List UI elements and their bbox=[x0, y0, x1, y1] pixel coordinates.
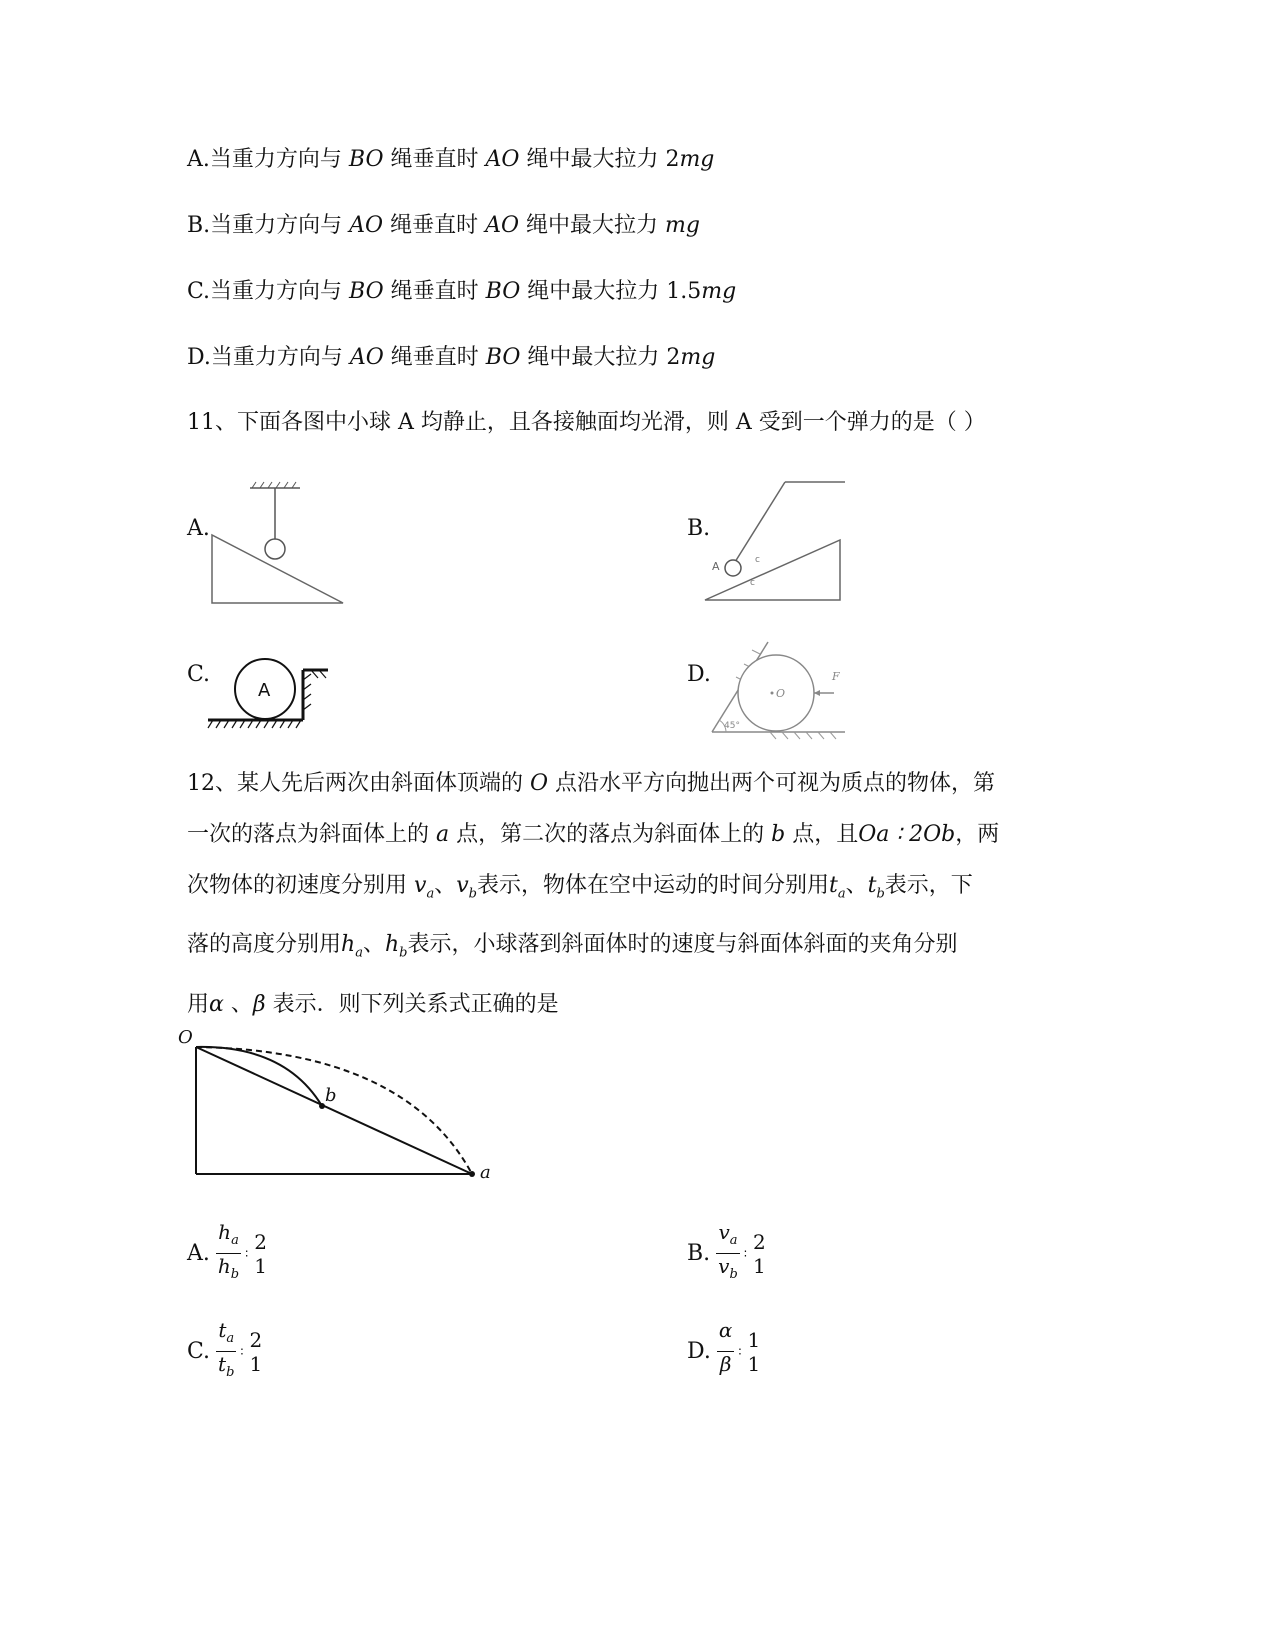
q10-option-a: A.当重力方向与 BO 绳垂直时 AO 绳中最大拉力 2mg bbox=[187, 147, 715, 172]
q12-answer-a: A. $\frac{h_a}{h_b}$ ∶ 2 1 bbox=[187, 1220, 267, 1282]
q12-fig-label-a: a bbox=[480, 1162, 491, 1183]
q11-d-angle-label: 45° bbox=[724, 721, 740, 731]
q11-label-b: B. bbox=[687, 516, 711, 541]
q11-stem: 11、下面各图中小球 A 均静止，且各接触面均光滑，则 A 受到一个弹力的是（ ） bbox=[187, 410, 986, 435]
q11-figure-b bbox=[700, 480, 850, 605]
q12-answer-c: C. $\frac{t_a}{t_b}$ ∶ 2 1 bbox=[187, 1318, 263, 1380]
svg-text:c: c bbox=[755, 555, 760, 565]
q11-d-center-label: O bbox=[776, 687, 786, 700]
q12-line-5: 用α 、β 表示．则下列关系式正确的是 bbox=[187, 991, 559, 1017]
q11-label-d: D. bbox=[687, 662, 711, 687]
q11-label-c: C. bbox=[187, 662, 211, 687]
q12-fig-label-o: O bbox=[178, 1027, 193, 1048]
q12-line-4: 落的高度分别用$h_a$、$h_b$表示，小球落到斜面体时的速度与斜面体斜面的夹角分别 bbox=[187, 932, 958, 961]
q12-stem bbox=[187, 758, 1087, 1030]
q12-line-2: 一次的落点为斜面体上的 a 点，第二次的落点为斜面体上的 b 点，且Oa ∶ 2Ob，两 bbox=[187, 822, 1000, 847]
q11-c-ball-label: A bbox=[258, 680, 271, 701]
q10-option-c: C.当重力方向与 BO 绳垂直时 BO 绳中最大拉力 1.5mg bbox=[187, 279, 737, 304]
q12-line-3: 次物体的初速度分别用 $v_a$、$v_b$表示，物体在空中运动的时间分别用$t_a$、$t_b$表示，下 bbox=[187, 873, 973, 902]
q11-figure-c bbox=[208, 650, 333, 730]
q11-b-ball-label: A bbox=[712, 560, 720, 573]
q11-figure-a bbox=[210, 485, 345, 605]
svg-text:c: c bbox=[750, 578, 755, 588]
q10-option-b: B.当重力方向与 AO 绳垂直时 AO 绳中最大拉力 mg bbox=[187, 213, 700, 238]
q11-label-a: A. bbox=[187, 516, 210, 541]
q12-answer-b: B. $\frac{v_a}{v_b}$ ∶ 2 1 bbox=[687, 1220, 766, 1282]
q12-answer-d: D. $\frac{\alpha}{\beta}$ ∶ 1 1 bbox=[687, 1318, 761, 1376]
q11-figure-d bbox=[710, 640, 850, 740]
q12-line-1: 12、某人先后两次由斜面体顶端的 O 点沿水平方向抛出两个可视为质点的物体，第 bbox=[187, 771, 996, 796]
q12-figure bbox=[175, 1025, 505, 1190]
q10-option-d: D.当重力方向与 AO 绳垂直时 BO 绳中最大拉力 2mg bbox=[187, 345, 716, 370]
q11-d-force-label: F bbox=[832, 670, 840, 683]
q12-fig-label-b: b bbox=[325, 1085, 337, 1106]
